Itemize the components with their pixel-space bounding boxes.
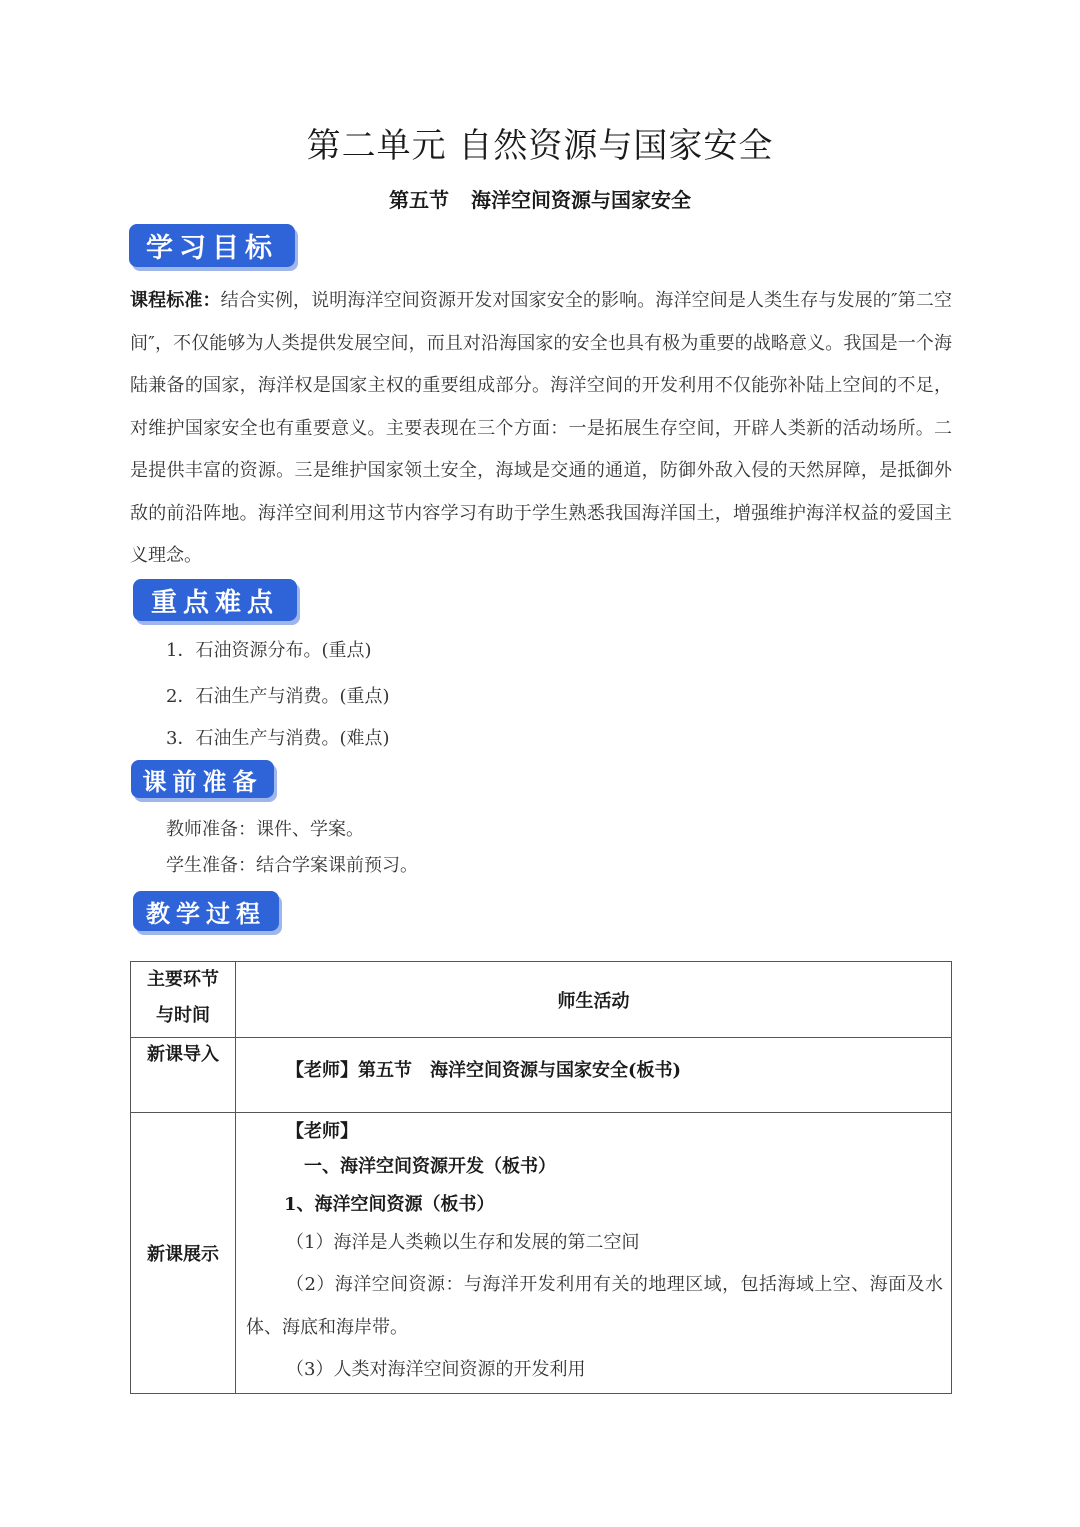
activity-cell	[236, 1113, 952, 1394]
teaching-process-table	[130, 961, 952, 1394]
stage-cell: 新课展示	[131, 1113, 236, 1394]
activity-line: （2）海洋空间资源：与海洋开发利用有关的地理区域，包括海域上空、海面及水体、海底和海岸带。	[246, 1274, 943, 1338]
activity-line: 1、海洋空间资源（板书）	[284, 1194, 495, 1215]
badge-teaching-process: 教学过程	[133, 891, 279, 931]
badge-key-points: 重点难点	[133, 579, 297, 621]
activity-line: 【老师】	[286, 1121, 358, 1142]
header-stage-line1: 主要环节	[147, 969, 219, 990]
key-point-item: 2．石油生产与消费。(重点)	[166, 686, 390, 707]
section-name: 海洋空间资源与国家安全	[471, 188, 691, 212]
course-standard-text: 结合实例，说明海洋空间资源开发对国家安全的影响。海洋空间是人类生存与发展的″第二空间″，不仅能够为人类提供发展空间，而且对沿海国家的安全也具有极为重要的战略意义。我国是一个海陆兼备的国家，海洋权是国家主权的重要组成部分。海洋空间的开发利用不仅能弥补陆上空间的不足，对维护国家安全也有重要意义。主要表现在三个方面：一是拓展生存空间，开辟人类新的活动场所。二是提供丰富的资源。三是维护国家领土安全，海域是交通的通道，防御外敌入侵的天然屏障，是抵御外敌的前沿阵地。海洋空间利用这节内容学习有助于学生熟悉我国海洋国土，增强维护海洋权益的爱国主义理念。	[130, 290, 952, 566]
key-point-item: 1．石油资源分布。(重点)	[166, 640, 372, 661]
stage-cell: 新课导入	[131, 1038, 236, 1113]
table-row	[131, 1038, 952, 1113]
header-stage-line2: 与时间	[156, 1005, 210, 1026]
key-point-item: 3．石油生产与消费。(难点)	[166, 728, 390, 749]
section-number: 第五节	[389, 188, 449, 212]
badge-class-prep: 课前准备	[131, 760, 274, 798]
course-standard-label: 课程标准：	[130, 290, 221, 311]
teacher-prep: 教师准备：课件、学案。	[166, 819, 364, 840]
header-stage-cell	[131, 962, 236, 1038]
activity-line: （3）人类对海洋空间资源的开发利用	[286, 1359, 586, 1380]
table-header-row	[131, 962, 952, 1038]
table-row	[131, 1113, 952, 1394]
student-prep: 学生准备：结合学案课前预习。	[166, 855, 418, 876]
badge-learning-goals: 学习目标	[129, 224, 295, 267]
unit-title: 第二单元 自然资源与国家安全	[306, 126, 774, 166]
section-title	[0, 184, 1080, 213]
activity-line: 一、海洋空间资源开发（板书）	[304, 1156, 556, 1177]
activity-line: （1）海洋是人类赖以生存和发展的第二空间	[286, 1232, 640, 1253]
course-standard	[130, 280, 952, 578]
activity-cell: 【老师】第五节 海洋空间资源与国家安全(板书)	[236, 1038, 952, 1113]
header-activity-cell: 师生活动	[236, 962, 952, 1038]
